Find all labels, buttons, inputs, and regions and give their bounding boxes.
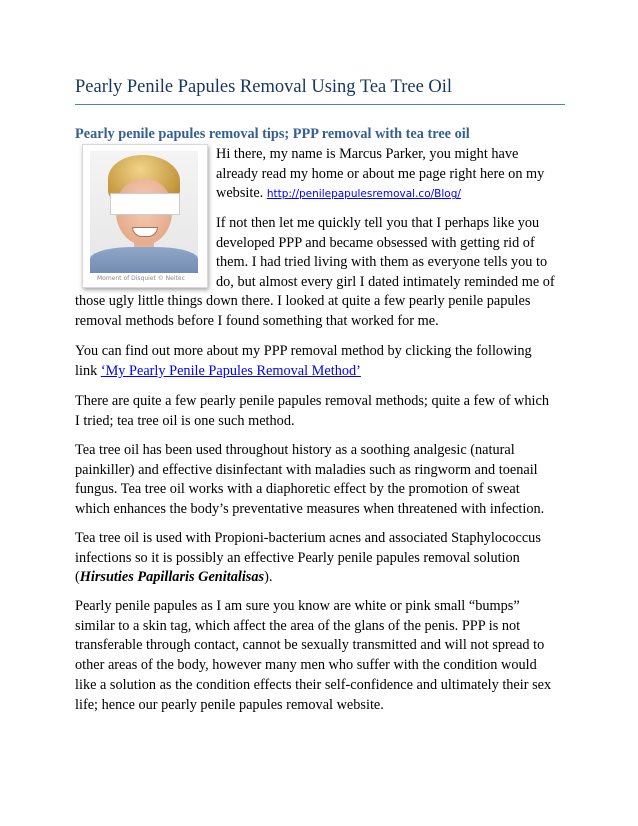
intro-paragraph <box>216 145 544 205</box>
para6-line-3 <box>75 568 541 588</box>
para7-line: life; hence our pearly penile papules removal website. <box>75 696 384 713</box>
para6-line: Tea tree oil is used with Propioni-bacterium acnes and associated Staphylococcus <box>75 530 541 546</box>
para3-prefix: link <box>75 362 101 379</box>
section-heading: Pearly penile papules removal tips; PPP removal with tea tree oil <box>75 126 470 142</box>
para7-line: other areas of the body, however many men who suffer with the condition would <box>75 657 537 674</box>
paragraph-wrap-bottom <box>75 292 530 331</box>
para2-line: developed PPP and became obsessed with getting rid of <box>216 234 535 251</box>
removal-method-link[interactable]: ‘My Pearly Penile Papules Removal Method’ <box>100 362 361 379</box>
latin-term: Hirsuties Papillaris Genitalisas <box>79 569 265 586</box>
para2-line: them. I had tried living with them as everyone tells you to <box>216 254 548 271</box>
photo-portrait <box>90 151 198 273</box>
intro-line-last <box>216 184 544 205</box>
para6-close: ). <box>264 569 273 586</box>
para5-line: painkiller) and effective disinfectant with maladies such as ringworm and toenail <box>75 461 538 478</box>
paragraph-tea-tree-history <box>75 441 544 520</box>
paragraph-ppp-description <box>75 597 551 715</box>
para5-line: fungus. Tea tree oil works with a diaphoretic effect by the promotion of sweat <box>75 481 520 498</box>
para2-line: do, but almost every girl I dated intimately reminded me of <box>216 274 555 291</box>
photo-eye-censor-bar <box>110 193 180 215</box>
intro-line: already read my home or about me page right here on my <box>216 165 545 182</box>
para6-open: ( <box>75 569 80 586</box>
author-photo <box>82 144 208 288</box>
para6-line: infections so it is possibly an effective Pearly penile papules removal solution <box>75 549 520 566</box>
photo-watermark: Moment of Disquiet © Neitec <box>97 275 185 282</box>
para2-line: those ugly little things down there. I looked at quite a few pearly penile papules <box>75 293 531 309</box>
para7-line: like a solution as the condition effects their self-confidence and ultimately their sex <box>75 676 552 693</box>
paragraph-wrap-top <box>216 214 555 293</box>
paragraph-method-link <box>75 342 532 381</box>
intro-line: Hi there, my name is Marcus Parker, you might have <box>216 146 519 162</box>
photo-shirt <box>90 247 198 273</box>
paragraph-tea-tree-use <box>75 529 541 588</box>
para7-line: transferable through contact, cannot be sexually transmitted and will not spread to <box>75 637 545 654</box>
document-title: Pearly Penile Papules Removal Using Tea Tree Oil <box>75 77 565 105</box>
para3-line-2 <box>75 362 532 382</box>
para5-line: Tea tree oil has been used throughout history as a soothing analgesic (natural <box>75 442 515 458</box>
para7-line: similar to a skin tag, which affect the area of the glans of the penis. PPP is not <box>75 617 521 634</box>
para7-line: Pearly penile papules as I am sure you know are white or pink small “bumps” <box>75 598 520 614</box>
paragraph-methods <box>75 392 549 431</box>
para2-line: removal methods before I found something that worked for me. <box>75 312 439 329</box>
para4-line: I tried; tea tree oil is one such method. <box>75 412 295 429</box>
para3-line: You can find out more about my PPP removal method by clicking the following <box>75 343 532 359</box>
blog-link[interactable]: http://penilepapulesremoval.co/Blog/ <box>266 188 461 201</box>
para2-line: If not then let me quickly tell you that I perhaps like you <box>216 215 540 231</box>
para4-line: There are quite a few pearly penile papules removal methods; quite a few of which <box>75 393 549 409</box>
para5-line: which enhances the body’s preventative measures when threatened with infection. <box>75 501 545 518</box>
intro-line-text: website. <box>216 185 264 202</box>
